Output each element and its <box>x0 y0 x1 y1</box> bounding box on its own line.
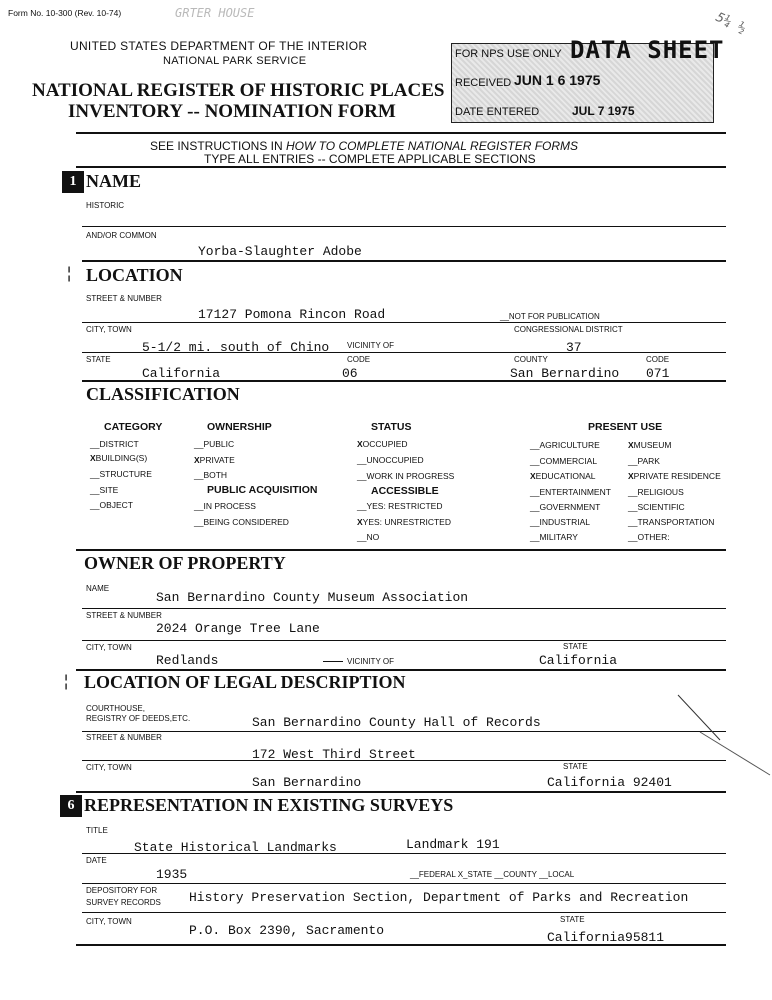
section-heading-surveys: REPRESENTATION IN EXISTING SURVEYS <box>84 795 454 815</box>
city-label: CITY, TOWN <box>86 325 132 334</box>
city-value: 5-1/2 mi. south of Chino <box>142 340 330 355</box>
received-label: RECEIVED <box>455 77 512 89</box>
use-government: __GOVERNMENT <box>530 502 601 512</box>
category-site: __SITE <box>90 485 119 495</box>
county-label: COUNTY <box>514 355 548 364</box>
use-agriculture: __AGRICULTURE <box>530 440 600 450</box>
survey-state-value: California95811 <box>547 930 665 945</box>
street-label: STREET & NUMBER <box>86 294 162 303</box>
legal-street-label: STREET & NUMBER <box>86 733 162 742</box>
section-heading-classification: CLASSIFICATION <box>86 384 240 404</box>
nps-use-label: FOR NPS USE ONLY <box>455 48 562 60</box>
use-transportation: __TRANSPORTATION <box>628 517 715 527</box>
accessible-unrestricted: XYES: UNRESTRICTED <box>357 517 451 527</box>
category-header: CATEGORY <box>104 421 163 433</box>
depository-value: History Preservation Section, Department of Parks and Recreation <box>189 890 689 905</box>
use-industrial: __INDUSTRIAL <box>530 517 590 527</box>
legal-city-value: San Bernardino <box>252 775 362 790</box>
section-number: 6 <box>60 795 82 817</box>
acquisition-considered: __BEING CONSIDERED <box>194 517 289 527</box>
depository-label2: SURVEY RECORDS <box>86 898 161 907</box>
use-other: __OTHER: <box>628 532 670 542</box>
section-heading-owner: OWNER OF PROPERTY <box>84 553 286 573</box>
form-title-line1: NATIONAL REGISTER OF HISTORIC PLACES <box>32 80 445 101</box>
historic-label: HISTORIC <box>86 201 125 210</box>
data-sheet-stamp: DATA SHEET <box>570 36 725 64</box>
not-for-publication: __NOT FOR PUBLICATION <box>500 312 600 321</box>
use-park: __PARK <box>628 456 660 466</box>
handwritten-note: GRTER HOUSE <box>175 6 255 20</box>
present-use-header: PRESENT USE <box>588 421 663 433</box>
status-unoccupied: __UNOCCUPIED <box>357 455 424 465</box>
status-work-in-progress: __WORK IN PROGRESS <box>357 471 455 481</box>
nps-use-box <box>451 36 725 123</box>
legal-city-label: CITY, TOWN <box>86 763 132 772</box>
survey-title-value: State Historical Landmarks <box>134 840 337 855</box>
depository-label1: DEPOSITORY FOR <box>86 886 158 895</box>
state-code-value: 06 <box>342 366 358 381</box>
legal-state-value: California 92401 <box>547 775 672 790</box>
owner-street-label: STREET & NUMBER <box>86 611 162 620</box>
state-label: STATE <box>86 355 111 364</box>
owner-state-value: California <box>539 653 618 668</box>
acquisition-header: PUBLIC ACQUISITION <box>207 484 318 496</box>
county-value: San Bernardino <box>510 366 620 381</box>
owner-city-label: CITY, TOWN <box>86 643 132 652</box>
use-military: __MILITARY <box>530 532 578 542</box>
survey-state-label: STATE <box>560 915 585 924</box>
section-marker: ¦ <box>64 673 69 690</box>
form-title-line2: INVENTORY -- NOMINATION FORM <box>68 101 396 122</box>
use-private-residence: XPRIVATE RESIDENCE <box>628 471 721 481</box>
section-marker: ¦ <box>67 265 72 282</box>
congressional-value: 37 <box>566 340 582 355</box>
survey-date-value: 1935 <box>156 867 188 882</box>
survey-date-label: DATE <box>86 856 107 865</box>
courthouse-label: COURTHOUSE, <box>86 704 145 713</box>
survey-levels: __FEDERAL X_STATE __COUNTY __LOCAL <box>410 870 575 879</box>
use-entertainment: __ENTERTAINMENT <box>530 487 611 497</box>
ownership-both: __BOTH <box>194 470 228 480</box>
acquisition-in-process: __IN PROCESS <box>194 501 256 511</box>
category-district: __DISTRICT <box>90 439 139 449</box>
use-scientific: __SCIENTIFIC <box>628 502 685 512</box>
agency-department: UNITED STATES DEPARTMENT OF THE INTERIOR <box>70 39 368 53</box>
accessible-header: ACCESSIBLE <box>371 485 439 497</box>
form-number: Form No. 10-300 (Rev. 10-74) <box>8 8 122 18</box>
category-buildings: XBUILDING(S) <box>90 453 148 463</box>
owner-state-label: STATE <box>563 642 588 651</box>
code2-label: CODE <box>646 355 670 364</box>
registry-label: REGISTRY OF DEEDS,ETC. <box>86 714 191 723</box>
instructions-line2: TYPE ALL ENTRIES -- COMPLETE APPLICABLE SECTIONS <box>204 152 536 166</box>
legal-street-value: 172 West Third Street <box>252 747 416 762</box>
agency-service: NATIONAL PARK SERVICE <box>163 55 307 67</box>
code-label: CODE <box>347 355 371 364</box>
category-object: __OBJECT <box>90 500 133 510</box>
survey-city-label: CITY, TOWN <box>86 917 132 926</box>
instructions-line1: SEE INSTRUCTIONS IN HOW TO COMPLETE NATIONAL REGISTER FORMS <box>150 139 579 153</box>
status-header: STATUS <box>371 421 412 433</box>
section-heading-legal: LOCATION OF LEGAL DESCRIPTION <box>84 672 406 692</box>
owner-city-value: Redlands <box>156 653 219 668</box>
status-occupied: XOCCUPIED <box>357 439 408 449</box>
owner-name-value: San Bernardino County Museum Association <box>156 590 469 605</box>
use-educational: XEDUCATIONAL <box>530 471 596 481</box>
section-heading-name: NAME <box>86 171 141 191</box>
handwritten-corner-note: 5¼ ½ <box>713 10 749 37</box>
survey-city-value: P.O. Box 2390, Sacramento <box>189 923 385 938</box>
survey-title-extra: Landmark 191 <box>406 837 500 852</box>
received-date: JUN 1 6 1975 <box>514 72 601 88</box>
owner-street-value: 2024 Orange Tree Lane <box>156 621 320 636</box>
use-museum: XMUSEUM <box>628 440 672 450</box>
survey-title-label: TITLE <box>86 826 108 835</box>
section-number: 1 <box>62 171 84 193</box>
common-name-label: AND/OR COMMON <box>86 231 157 240</box>
date-entered-label: DATE ENTERED <box>455 106 540 118</box>
legal-state-label: STATE <box>563 762 588 771</box>
section-heading-location: LOCATION <box>86 265 183 285</box>
date-entered-value: JUL 7 1975 <box>572 104 635 118</box>
vicinity-label: VICINITY OF <box>347 341 394 350</box>
category-structure: __STRUCTURE <box>90 469 152 479</box>
owner-vicinity-label: VICINITY OF <box>347 657 394 666</box>
accessible-restricted: __YES: RESTRICTED <box>357 501 443 511</box>
use-religious: __RELIGIOUS <box>628 487 684 497</box>
common-name-value: Yorba-Slaughter Adobe <box>198 244 362 259</box>
ownership-header: OWNERSHIP <box>207 421 272 433</box>
street-value: 17127 Pomona Rincon Road <box>198 307 386 322</box>
congressional-label: CONGRESSIONAL DISTRICT <box>514 325 623 334</box>
ownership-public: __PUBLIC <box>194 439 235 449</box>
county-code-value: 071 <box>646 366 670 381</box>
courthouse-value: San Bernardino County Hall of Records <box>252 715 541 730</box>
accessible-no: __NO <box>357 532 380 542</box>
state-value: California <box>142 366 221 381</box>
owner-name-label: NAME <box>86 584 110 593</box>
ownership-private: XPRIVATE <box>194 455 235 465</box>
use-commercial: __COMMERCIAL <box>530 456 598 466</box>
margin-annotation-lines <box>660 680 772 780</box>
